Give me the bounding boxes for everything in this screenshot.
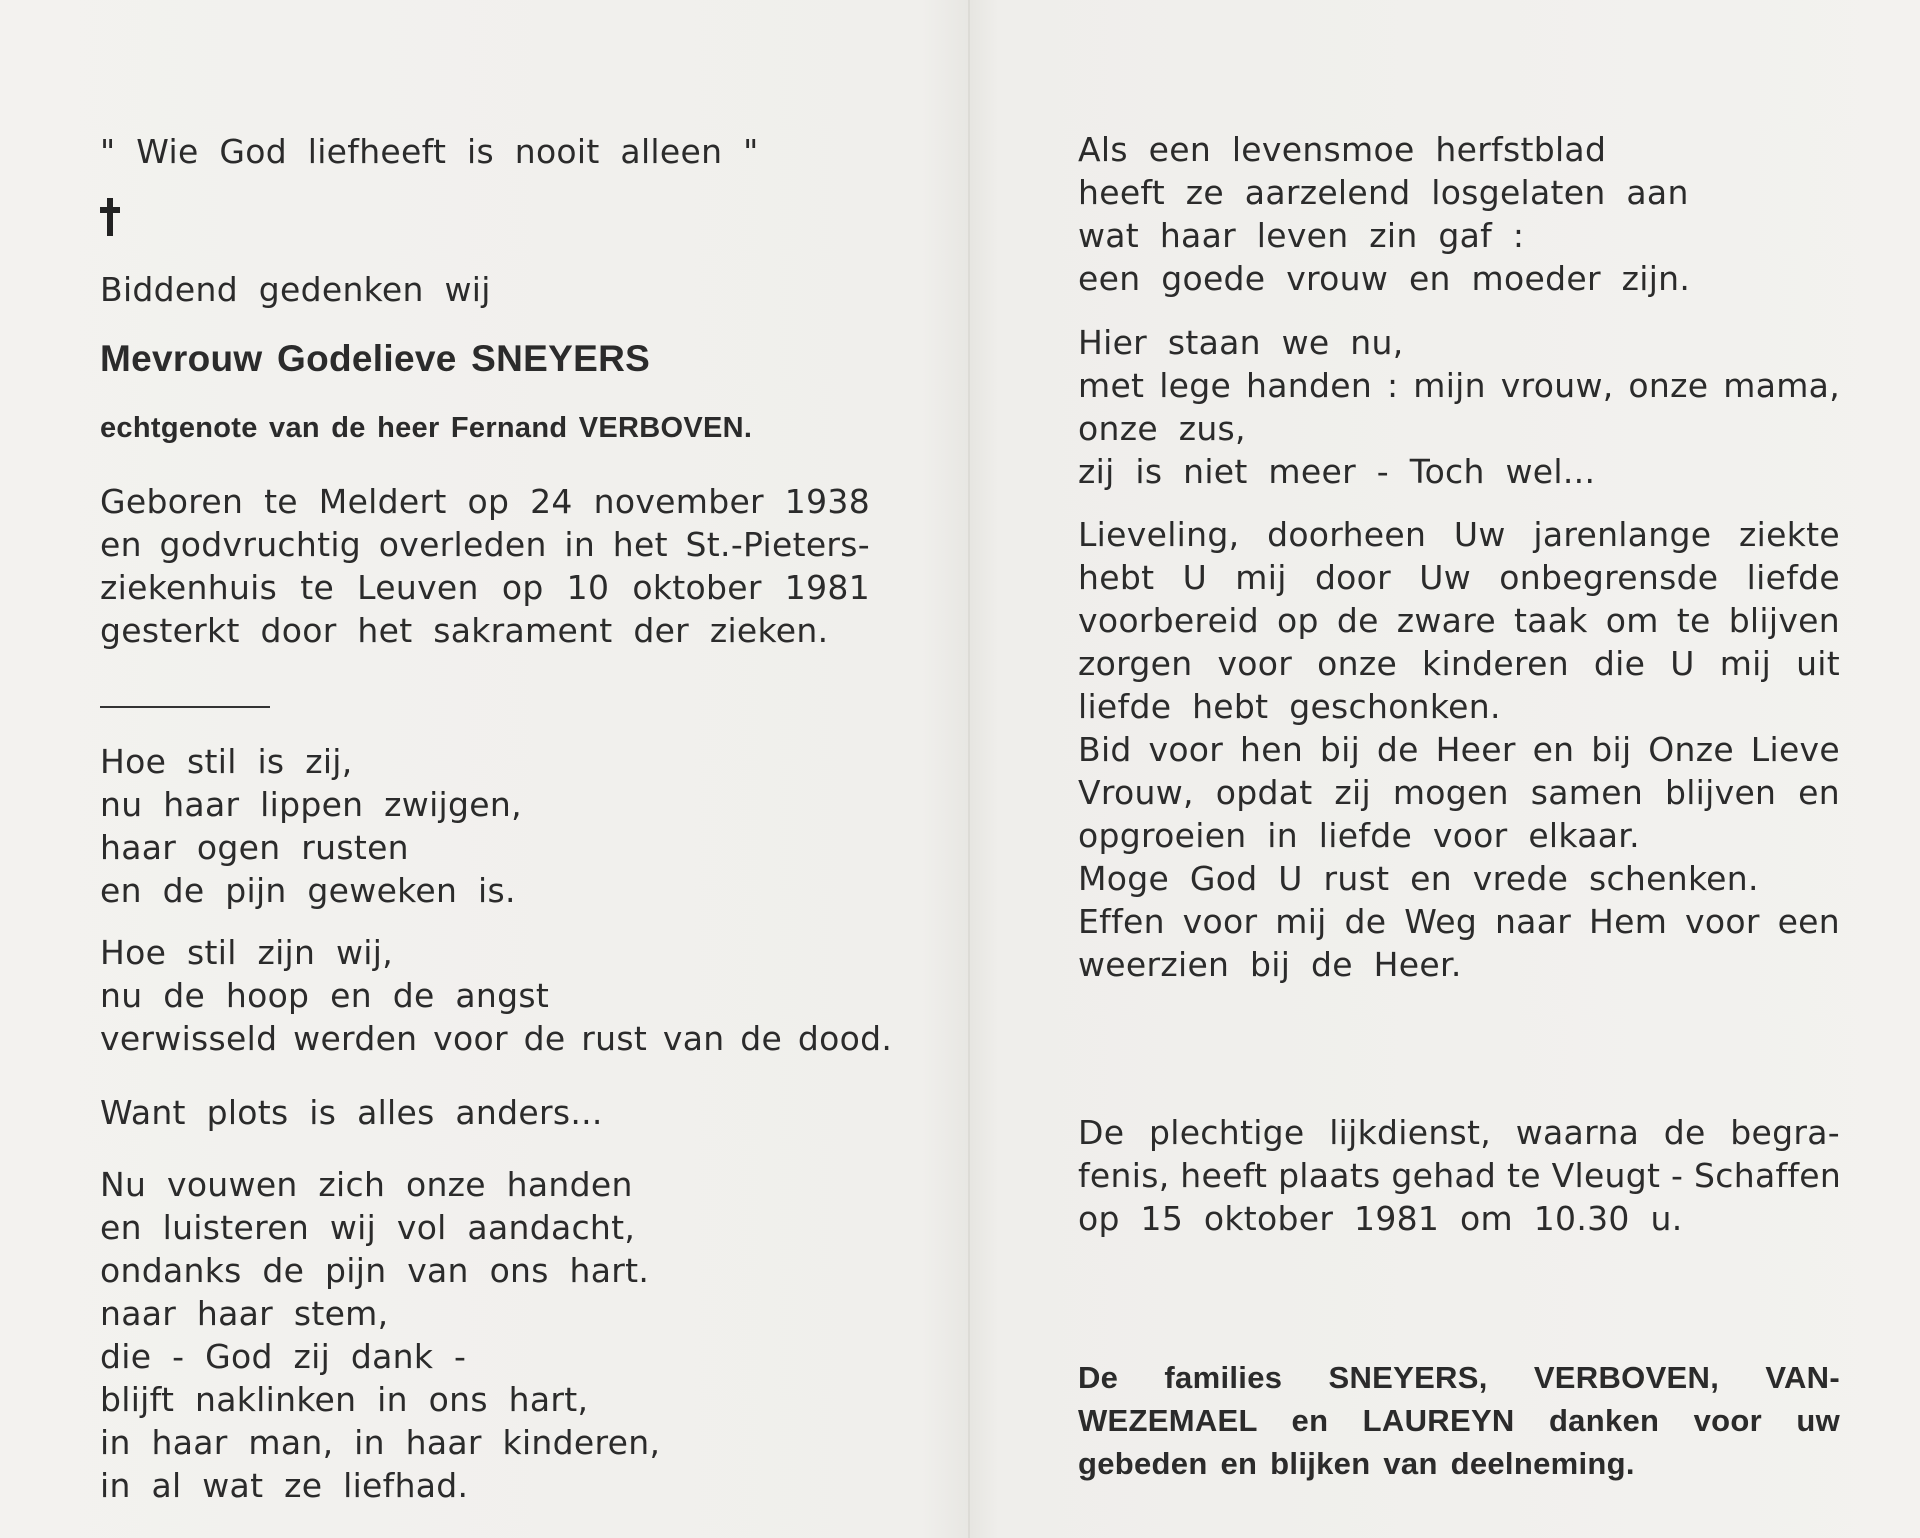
prayer-line: voorbereid op de zware taak om te blijven — [1078, 601, 1840, 640]
bio-line: gesterkt door het sakrament der zieken. — [100, 611, 829, 650]
prayer-line: Lieveling, doorheen Uw jarenlange ziekte — [1078, 515, 1840, 554]
poem-line: Want plots is alles anders... — [100, 1093, 603, 1132]
poem-line: in al wat ze liefhad. — [100, 1466, 469, 1505]
poem-line: en luisteren wij vol aandacht, — [100, 1208, 636, 1247]
poem-line: Nu vouwen zich onze handen — [100, 1165, 633, 1204]
poem-line: ondanks de pijn van ons hart. — [100, 1251, 650, 1290]
poem-line: en de pijn geweken is. — [100, 871, 516, 910]
opening-quote: " Wie God liefheeft is nooit alleen " — [100, 132, 759, 171]
deceased-name: Mevrouw Godelieve SNEYERS — [100, 338, 651, 379]
poem-line: blijft naklinken in ons hart, — [100, 1380, 589, 1419]
poem-line: nu de hoop en de angst — [100, 976, 550, 1015]
prayer-line: Effen voor mij de Weg naar Hem voor een — [1078, 902, 1840, 941]
prayer-line: Moge God U rust en vrede schenken. — [1078, 859, 1759, 898]
stanza-line: zij is niet meer - Toch wel... — [1078, 452, 1596, 491]
poem-line: Hoe stil zijn wij, — [100, 933, 394, 972]
stanza-line: Hier staan we nu, — [1078, 323, 1404, 362]
divider-rule — [100, 706, 270, 708]
thanks-line: De families SNEYERS, VERBOVEN, VAN- — [1078, 1360, 1840, 1395]
bio-line: Geboren te Meldert op 24 november 1938 — [100, 482, 870, 521]
poem-line: nu haar lippen zwijgen, — [100, 785, 522, 824]
prayer-line: weerzien bij de Heer. — [1078, 945, 1462, 984]
poem-line: naar haar stem, — [100, 1294, 389, 1333]
stanza-line: wat haar leven zin gaf : — [1078, 216, 1525, 255]
bio-line: en godvruchtig overleden in het St.-Pieters- — [100, 525, 870, 564]
prayer-line: Bid voor hen bij de Heer en bij Onze Lieve — [1078, 730, 1840, 769]
stanza-line: Als een levensmoe herfstblad — [1078, 130, 1607, 169]
poem-line: Hoe stil is zij, — [100, 742, 353, 781]
stanza-line: met lege handen : mijn vrouw, onze mama, — [1078, 366, 1840, 405]
funeral-line: De plechtige lijkdienst, waarna de begra- — [1078, 1113, 1840, 1152]
poem-line: die - God zij dank - — [100, 1337, 467, 1376]
funeral-line: fenis, heeft plaats gehad te Vleugt - Schaffen — [1078, 1156, 1842, 1195]
prayer-line: liefde hebt geschonken. — [1078, 687, 1501, 726]
poem-line: haar ogen rusten — [100, 828, 409, 867]
bio-line: ziekenhuis te Leuven op 10 oktober 1981 — [100, 568, 870, 607]
poem-line: verwisseld werden voor de rust van de dood. — [100, 1019, 893, 1058]
cross-icon — [100, 198, 120, 236]
prayer-line: Vrouw, opdat zij mogen samen blijven en — [1078, 773, 1840, 812]
thanks-line: WEZEMAEL en LAUREYN danken voor uw — [1078, 1403, 1840, 1438]
stanza-line: heeft ze aarzelend losgelaten aan — [1078, 173, 1689, 212]
stanza-line: onze zus, — [1078, 409, 1246, 448]
prayer-line: hebt U mij door Uw onbegrensde liefde — [1078, 558, 1840, 597]
funeral-line: op 15 oktober 1981 om 10.30 u. — [1078, 1199, 1683, 1238]
thanks-line: gebeden en blijken van deelneming. — [1078, 1446, 1635, 1481]
stanza-line: een goede vrouw en moeder zijn. — [1078, 259, 1691, 298]
intro-line: Biddend gedenken wij — [100, 270, 491, 309]
poem-line: in haar man, in haar kinderen, — [100, 1423, 661, 1462]
prayer-line: zorgen voor onze kinderen die U mij uit — [1078, 644, 1840, 683]
prayer-line: opgroeien in liefde voor elkaar. — [1078, 816, 1640, 855]
center-fold — [968, 0, 970, 1538]
spouse-line: echtgenote van de heer Fernand VERBOVEN. — [100, 412, 753, 444]
